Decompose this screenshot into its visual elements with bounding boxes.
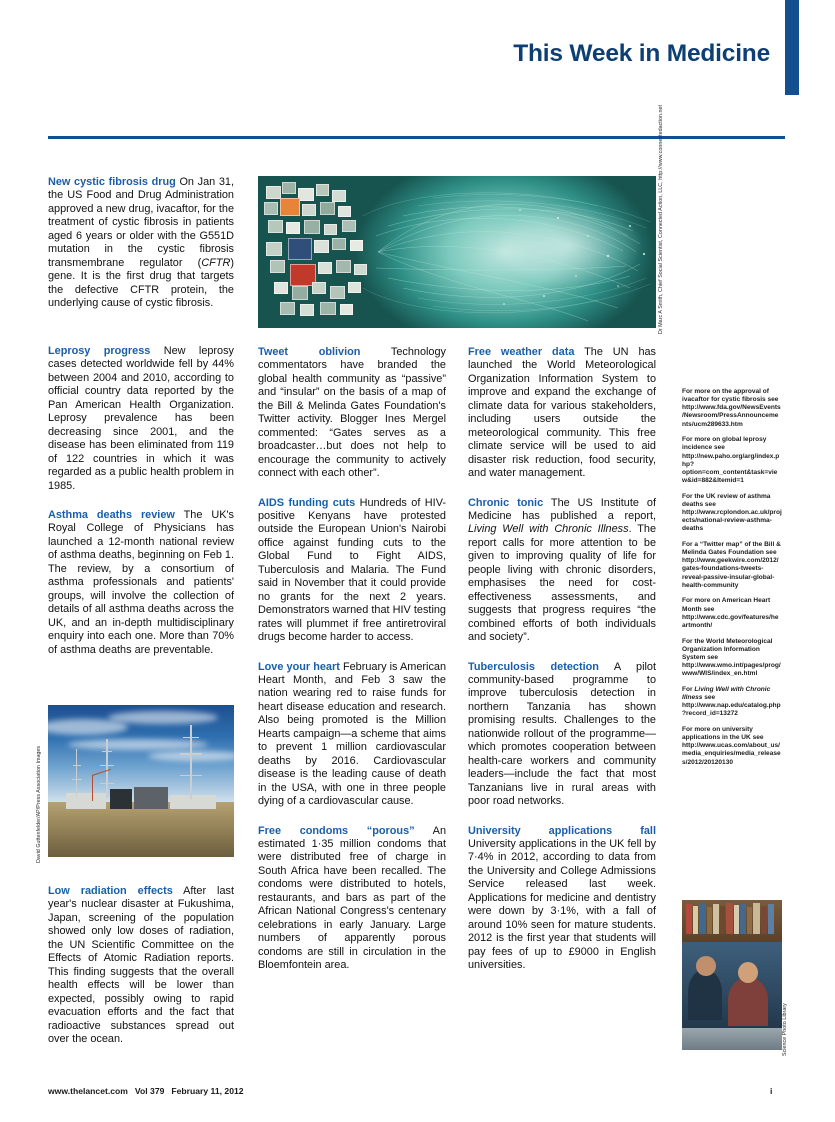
column-one-bottom — [48, 885, 234, 1059]
story-headword: Free weather data — [468, 346, 575, 358]
story-university-applications — [468, 825, 656, 973]
photo-book — [753, 903, 760, 934]
photo-book — [699, 903, 706, 934]
photo-building — [134, 787, 168, 809]
photo-book — [720, 906, 725, 934]
story-body: The US Institute of Medicine has published a report, — [468, 496, 656, 522]
header-accent-bar — [785, 0, 799, 95]
story-headword: Low radiation effects — [48, 885, 173, 897]
story-leprosy — [48, 345, 234, 493]
story-free-condoms — [258, 825, 446, 973]
story-cystic-fibrosis — [48, 176, 234, 311]
photo-person-head — [738, 962, 758, 983]
story-body: Hundreds of HIV-positive Kenyans have protested outside the European Union's Nairobi office against funding cuts to the Global Fund to Fight AIDS, Tuberculosis and Malaria. The Fund said in November that it could provide no grants for the next 2 years. Demonstrators warned that HIV testing rates will plummet if free antiretroviral drugs become harder to access. — [258, 496, 446, 644]
story-body: On Jan 31, the US Food and Drug Administration approved a new drug, ivacaftor, for the treatment of cystic fibrosis in patients aged 6 years or older with the G551D mutation in the cystic fibrosis transmembrane regulator ( — [48, 176, 234, 269]
page-title: This Week in Medicine — [513, 40, 770, 67]
photo-tower — [100, 739, 114, 797]
story-headword: Tweet oblivion — [258, 346, 361, 358]
story-headword: Tuberculosis detection — [468, 660, 599, 673]
figure-network-credit: Dr Marc A Smith, Chief Social Scientist, Connected Action, LLC, http://www.connectedaction.net — [658, 104, 664, 334]
story-body: New leprosy cases detected worldwide fell by 44% between 2004 and 2010, according to official country data reported by the Pan American Health Organization. Leprosy prevalence has been decreasing since 2001, and the disease has been eliminated from 119 of 122 countries in which it was regarded as a public health problem in 1985. — [48, 345, 235, 492]
reference-item — [682, 686, 782, 719]
reference-item: For more on university applications in the UK see http://www.ucas.com/about_us/media_enquiries/media_releases/2012/20120130 — [682, 725, 781, 766]
photo-book — [686, 904, 692, 934]
reference-text-cont: see http://www.nap.edu/catalog.php?record_id=13272 — [682, 694, 781, 718]
column-one-top — [48, 176, 234, 324]
story-body: The UK's Royal College of Physicians has launched a 12-month national review of asthma deaths, beginning on Feb 1. The review, by a consortium of asthma professionals and patients' groups, will involve the collection of details of all asthma deaths across the UK, and an in-depth multidisciplinary enquiry into each one. More than 70% of asthma deaths are preventable. — [48, 508, 234, 656]
figure-library-credit: Science Photo Library — [782, 1003, 788, 1056]
story-headword: New cystic fibrosis drug — [48, 176, 176, 188]
photo-crane — [92, 775, 93, 801]
photo-cloud — [38, 719, 128, 735]
column-two — [258, 346, 446, 985]
story-headword: Free condoms “porous” — [258, 824, 415, 837]
story-body: After last year's nuclear disaster at Fukushima, Japan, screening of the population showed only low doses of radiation, the UN Scientific Committee on the Effects of Atomic Radiation reports. This finding suggests that the overall health effects will be lower than expected, possibly owing to rapid evacuation efforts and the fact that radioactive substances spread out over the ocean. — [48, 885, 234, 1045]
story-chronic-tonic — [468, 497, 656, 645]
story-body: A pilot community-based programme to improve tuberculosis detection in northern Tanzania has shown promising results. Challenges to the nationwide rollout of the programme—which promotes cooperation between health-care workers and community leaders—include the fact that most Tanzanians live in rural areas with poor road networks. — [468, 660, 656, 808]
photo-book — [761, 906, 767, 934]
photo-tower — [72, 749, 82, 797]
photo-desk — [682, 1028, 782, 1050]
story-headword: Asthma deaths review — [48, 508, 175, 521]
reference-sidebar — [682, 388, 782, 774]
photo-book — [768, 904, 774, 934]
story-body: February is American Heart Month, and Feb 3 saw the nation wearing red to raise funds for heart disease education and research. Also being promoted is the Million Hearts campaign—a scheme that aims to prevent 1 million cardiovascular deaths by 2016. Cardiovascular disease is the leading cause of death in the USA, with one in three people dying of a cardiovascular cause. — [258, 660, 447, 808]
reference-item: For more on American Heart Month see http://www.cdc.gov/features/heartmonth/ — [682, 597, 779, 629]
footer-page-number: i — [770, 1086, 773, 1096]
photo-cloud — [108, 711, 218, 724]
photo-person-head — [696, 956, 716, 976]
photo-ground — [48, 802, 234, 857]
footer-site: www.thelancet.com — [48, 1086, 128, 1096]
reference-item: For a “Twitter map” of the Bill & Melinda Gates Foundation see http://www.geekwire.com/2012/gates-foundations-tweets-reveal-passive-insular-global-health-community — [682, 541, 781, 589]
story-headword: Love your heart — [258, 660, 340, 673]
reference-item: For the UK review of asthma deaths see http://www.rcplondon.ac.uk/projects/national-review-asthma-deaths — [682, 492, 782, 533]
figure-network-map — [258, 104, 664, 334]
story-body: Technology commentators have branded the global health community as “passive” and “insular” on the basis of a map of the Bill & Melinda Gates Foundation's Twitter activity. Blogger Ines Mergel commented: “Gates serves as a broadcaster…but does not help to encourage the community to actively connect with each other”. — [258, 346, 446, 480]
story-italic-title: Living Well with Chronic Illness — [468, 523, 629, 536]
header-divider — [48, 136, 785, 139]
photo-book — [726, 903, 733, 934]
figure-fukushima-plant — [48, 705, 234, 857]
story-body-cont: . The report calls for more attention to be given to improving quality of life for people living with chronic disorders, emphasises the need for cost-effectiveness assessments, and suggests that progress requires “the combined efforts of both individuals and society”. — [468, 523, 656, 644]
story-aids-funding — [258, 497, 446, 645]
reference-item: For the World Meteorological Organization Information System see http://www.wmo.int/pages/prog/www/WIS/index_en.html — [682, 637, 781, 678]
photo-book — [734, 905, 739, 934]
story-body: University applications in the UK fell by 7·4% in 2012, according to data from the University and College Admissions Service released last week. Applications for medicine and dentistry were down by 3·1%, with a fall of around 10% seen for mature students. 2012 is the first year that students will pay fees of up to £9000 in English universities. — [468, 837, 656, 972]
photo-book — [713, 904, 719, 934]
story-italic-term: CFTR — [201, 256, 231, 269]
footer-citation — [48, 1086, 244, 1096]
story-asthma — [48, 509, 234, 657]
reference-item: For more on the approval of ivacaftor for cystic fibrosis see http://www.fda.gov/NewsEvents/Newsroom/PressAnnouncements/ucm289633.htm — [682, 388, 781, 428]
story-headword: Leprosy progress — [48, 345, 151, 357]
figure-library-photo — [682, 900, 782, 1050]
story-tuberculosis-detection — [468, 661, 656, 809]
story-body-cont: ) gene. It is the first drug that targets the defective CFTR protein, the underlying cause of cystic fibrosis. — [48, 256, 234, 310]
reference-item: For more on global leprosy incidence see http://new.paho.org/arg/index.php?option=com_content&task=view&id=882&Itemid=1 — [682, 436, 780, 485]
footer-date: February 11, 2012 — [171, 1086, 244, 1096]
reference-italic-title: Living Well with Chronic Illness — [682, 685, 771, 701]
photo-person — [728, 978, 768, 1026]
photo-book — [747, 907, 752, 934]
photo-tower — [180, 725, 202, 799]
photo-book — [693, 906, 698, 934]
photo-person — [688, 970, 722, 1020]
column-one-middle — [48, 345, 234, 670]
story-tweet-oblivion — [258, 346, 446, 481]
column-three — [468, 346, 656, 985]
figure-fukushima-credit: David Guttenfelder/AP/Press Association Images — [36, 745, 42, 863]
story-headword: AIDS funding cuts — [258, 496, 356, 509]
story-headword: University applications fall — [468, 824, 656, 837]
reference-text: For — [682, 685, 695, 693]
story-free-weather-data — [468, 346, 656, 481]
photo-book — [707, 907, 712, 934]
story-low-radiation — [48, 885, 234, 1046]
photo-book — [740, 904, 746, 934]
story-body: The UN has launched the World Meteorological Organization Information System to improve and expand the exchange of climate data for various stakeholders, including users outside the meteorological community. This free climate service will be used to aid disaster risk reduction, food security, and water management. — [468, 346, 656, 480]
story-body: An estimated 1·35 million condoms that were distributed free of charge in South Africa have been recalled. The condoms were distributed to hotels, restaurants, and bars as part of the African National Congress's centenary celebrations in early January. Large numbers of apparently porous condoms are still in circulation in the Bloemfontein area. — [258, 824, 447, 972]
footer-volume: Vol 379 — [134, 1086, 165, 1096]
story-headword: Chronic tonic — [468, 496, 544, 509]
story-love-your-heart — [258, 661, 446, 809]
